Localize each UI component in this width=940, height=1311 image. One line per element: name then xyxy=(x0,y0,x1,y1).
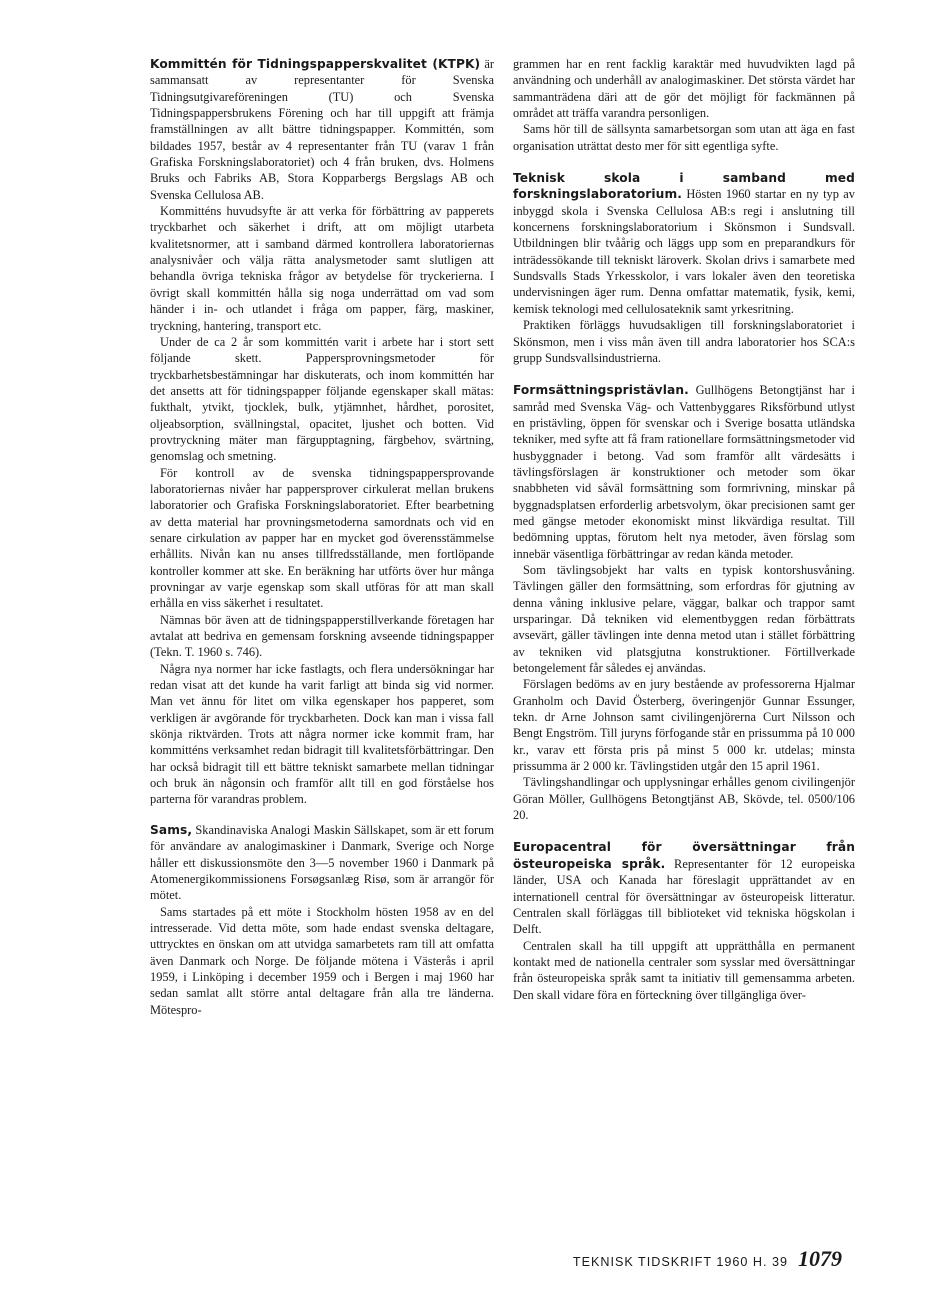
right-column xyxy=(513,56,855,1003)
sams-continued: grammen har en rent facklig karaktär med huvudvikten lagd på användning och underhåll av analogimaskiner. Det största värdet har sammanträdena däri att de gör det möjligt för fackmännen på området att träffa varandra personligen. xyxy=(513,57,855,121)
sams-paragraph: Sams hör till de sällsynta samarbetsorgan som utan att äga en fast organisation uträttat desto mer för sitt egentliga syfte. xyxy=(513,122,855,153)
journal-title: TEKNISK TIDSKRIFT 1960 H. 39 xyxy=(572,1255,788,1269)
sams-intro xyxy=(150,822,494,904)
europa-intro-text: Representanter för 12 europeiska länder, USA och Kanada har föreslagit upprättandet av en internationell central för översättningar av östeuropeisk litteratur. Centralen skall förläggas till biblioteket vid tekniska högskolan i Delft. xyxy=(513,856,855,937)
left-column xyxy=(150,56,494,1018)
ktpk-paragraph: Nämnas bör även att de tidningspapperstillverkande företagen har avtalat att bedriva en gemensam forskning avseende tidningspapper (Tekn. T. 1960 s. 746). xyxy=(150,612,494,660)
ktpk-paragraph: Några nya normer har icke fastlagts, och flera undersökningar har redan visat att det kunde ha varit farligt att binda sig vid normer. Man vet ännu för litet om vilka egenskaper hos papperet, som verkligen är avgörande för tryckbarheten. Dock kan man i vissa fall skönja riktvärden. Trots att några normer icke kommit fram, har kommitténs verksamhet redan bidragit till kvalitetsförbättringar. Den har också bidragit till ett bättre tekniskt samarbete mellan tidningar och bruk än någonsin och framför allt till en god förståelse hos parterna för varandras problem. xyxy=(150,661,494,807)
europa-intro xyxy=(513,839,855,937)
ktpk-intro xyxy=(150,56,494,203)
page-number: 1079 xyxy=(798,1246,842,1271)
pris-paragraph: Tävlingshandlingar och upplysningar erhålles genom civilingenjör Göran Möller, Gullhögens Betongtjänst AB, Skövde, tel. 0500/106 20. xyxy=(513,775,855,823)
europa-heading: Europacentral för översättningar från östeuropeiska språk. xyxy=(513,840,855,871)
pris-intro-text: Gullhögens Betongtjänst har i samråd med Svenska Väg- och Vattenbyggares Riksförbund utlyst en pristävling, öppen för svenskar och i Sverige bosatta utländska tekniker, med syfte att få fram rationellare formsättningsmetoder vid husbyggnader i betong. Vad som framför allt värdesätts i tävlingsförslagen är konstruktioner och metoder som ökar snabbheten vid såväl formsättning som formrivning, minskar på byggnadsplatsen erforderlig arbetsvolym, ökar precisionen samt ger med gängse metoder ekonomiskt minst likvärdiga resultat. Till bedömning upptas, förutom helt nya metoder, även förslag som innebär väsentliga förbättringar av redan kända metoder. xyxy=(513,383,855,561)
ktpk-intro-text: är sammansatt av representanter för Svenska Tidningsutgivareföreningen (TU) och Svenska Tidningspappersbrukens Förening och har till uppgift att främja framställningen av allt bättre tidningspapper. Kommittén, som bildades 1957, består av 4 representanter från TU (varav 1 från Grafiska Forskningslaboratoriet) och 4 från bruken, dvs. Holmens Bruks och Fabriks AB, Stora Kopparbergs Bergslags AB och Svenska Cellulosa AB. xyxy=(150,57,494,202)
pris-intro xyxy=(513,382,855,562)
pris-paragraph: Som tävlingsobjekt har valts en typisk kontorshusvåning. Tävlingen gäller den formsättning, som erfordras för gjutning av denna våning inklusive pelare, väggar, balkar och trappor samt ursparingar. Då tekniken vid elementbyggen redan förbättrats avsevärt, gäller tävlingen inte denna metod utan i stället förbättring av tekniken vid platsgjutna konstruktioner. Förtillverkade betongelement får således ej användas. xyxy=(513,562,855,676)
ktpk-heading: Kommittén för Tidningspapperskvalitet (KTPK) xyxy=(150,57,481,71)
pris-paragraph: Förslagen bedöms av en jury bestående av professorerna Hjalmar Granholm och David Österberg, överingenjör Gunnar Essunger, tekn. dr Arne Johnson samt civilingenjörerna Curt Nilsson och Bengt Engström. Till juryns förfogande står en prissumma på 10 000 kr., varav ett första pris på minst 5 000 kr. utdelas; minsta prissumma är 2 000 kr. Tävlingstiden utgår den 15 april 1961. xyxy=(513,677,855,774)
sams-intro-text: Skandinaviska Analogi Maskin Sällskapet, som är ett forum för användare av analogimaskiner i Danmark, Sverige och Norge håller ett diskussionsmöte den 3—5 november 1960 i Danmark på Atomenergikommissionens Forsøgsanlæg Risø, som är arrangör för mötet. xyxy=(150,822,494,903)
skola-paragraph: Praktiken förläggs huvudsakligen till forskningslaboratoriet i Skönsmon, men i viss mån även till andra laboratorier hos SCA:s grupp Sundsvallsindustrierna. xyxy=(513,318,855,365)
skola-heading: Teknisk skola i samband med forskningslaboratorium. xyxy=(513,171,855,202)
ktpk-paragraph: Kommitténs huvudsyfte är att verka för förbättring av papperets tryckbarhet och säkerhet i drift, att om möjligt utarbeta kvalitetsnormer, att i samband därmed kontrollera laboratoriernas analysnivåer och välja rätta analysmetoder samt slutligen att behandla övriga tekniska frågor av betydelse för tryckerierna. I övrigt skall kommittén hålla sig noga underrättad om vad som händer i in- och utlandet i fråga om papper, färg, maskiner, tryckning, hantering, transport etc. xyxy=(150,204,494,333)
europa-paragraph: Centralen skall ha till uppgift att upprätthålla en permanent kontakt med de nationella centraler som sysslar med översättningar från östeuropeiska språk samt ta initiativ till gemensamma arbeten. Den skall vidare föra en förteckning över tillgängliga över- xyxy=(513,938,855,1002)
ktpk-paragraph: Under de ca 2 år som kommittén varit i arbete har i stort sett följande skett. Pappersprovningsmetoder för tryckbarhetsbestämningar har diskuterats, och inom kommittén har det ansetts att för tidningspapper följande egenskaper skall mätas: fukthalt, ytvikt, tjocklek, bulk, ytjämnhet, hårdhet, porositet, oljeabsorption, svällningstal, opacitet, ljushet och botten. Vid provtryckning mäter man färgupptagning, färgbehov, svärtning, genomslag och smetning. xyxy=(150,334,494,464)
pris-heading: Formsättningspristävlan. xyxy=(513,383,689,398)
page-footer xyxy=(572,1246,842,1272)
ktpk-paragraph: För kontroll av de svenska tidningspappersprovande laboratoriernas nivåer har pappersprover cirkulerat mellan brukens laboratorier och Grafiska Forskningslaboratoriet. Efter bearbetning av detta material har provningsmetoderna samordnats och vid en senare cirkulation av papper har en mycket god överensstämmelse erhållits. Nivån kan nu anses tillfredsställande, men fortlöpande kontroller kommer att ske. En beräkning har utförts över hur många provningar av varje egenskap som skall utföras för att man skall erhålla en viss säkerhet i resultatet. xyxy=(150,465,494,611)
skola-intro-text: Hösten 1960 startar en ny typ av inbyggd skola i Svenska Cellulosa AB:s regi i anslutning till koncernens forskningslaboratorium i Skönsmon i Sundsvall. Utbildningen blir tvåårig och läggs upp som en preparandkurs för inträdessökande till tekniskt läroverk. Skolan drivs i samarbete med Sundsvalls Stads Yrkesskolor, i vars lokaler även den teoretiska undervisningen äger rum. Denna omfattar matematik, fysik, kemi, kemisk teknologi med cellulosateknik samt yrkesritning. xyxy=(513,187,855,316)
sams-paragraph: Sams startades på ett möte i Stockholm hösten 1958 av en del intresserade. Vid detta möte, som hade endast svenska deltagare, uttrycktes en önskan om att utvidga samarbetets ram till att omfatta även Danmark och Norge. De följande mötena i Västerås i april 1959, i Linköping i december 1959 och i Bergen i maj 1960 har sedan samlat allt större antal deltagare från alla tre länderna. Mötespro- xyxy=(150,904,494,1017)
sams-heading: Sams, xyxy=(150,822,193,837)
skola-intro xyxy=(513,170,855,317)
